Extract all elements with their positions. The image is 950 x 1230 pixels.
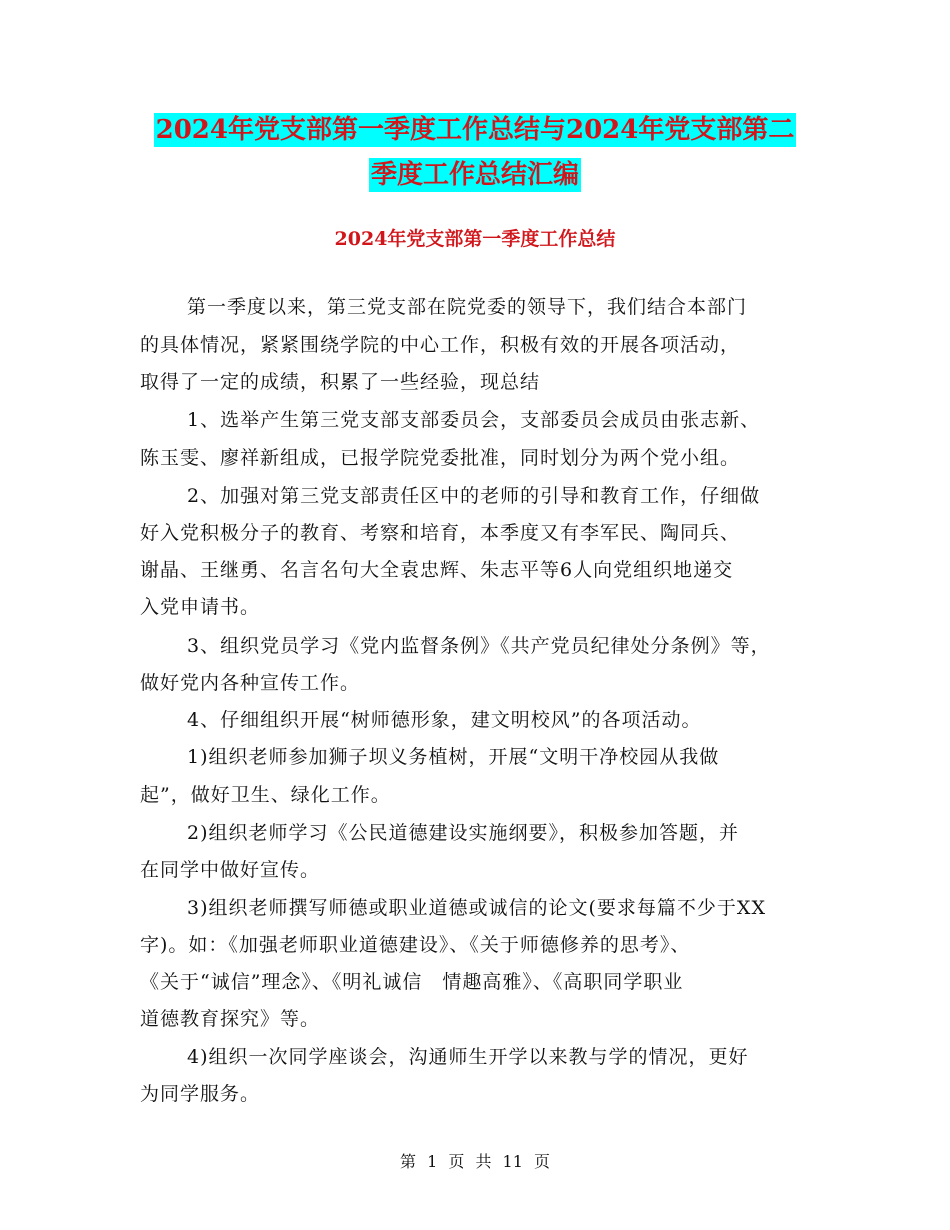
paragraph-line: 4、仔细组织开展“树师德形象，建文明校风”的各项活动。 (187, 709, 702, 731)
paragraph-line: 好入党积极分子的教育、考察和培育，本季度又有李军民、陶同兵、 (140, 522, 741, 544)
paragraph-line: 字)。如：《加强老师职业道德建设》、《关于师德修养的思考》、 (140, 934, 691, 956)
paragraph-line: 2)组织老师学习《公民道德建设实施纲要》，积极参加答题，并 (187, 822, 740, 844)
paragraph-line: 道德教育探究》等。 (140, 1008, 321, 1030)
paragraph-line: 起”，做好卫生、绿化工作。 (140, 784, 391, 806)
document-title-line-2 (0, 150, 950, 200)
paragraph-line: 谢晶、王继勇、名言名句大全袁忠辉、朱志平等6人向党组织地递交 (140, 559, 734, 581)
paragraph-line: 3、组织党员学习《党内监督条例》《共产党员纪律处分条例》等， (187, 635, 771, 657)
paragraph-line: 1)组织老师参加狮子坝义务植树，开展“文明干净校园从我做 (187, 746, 720, 768)
paragraph-line: 《关于“诚信”理念》、《明礼诚信 情趣高雅》、《高职同学职业 (140, 971, 684, 993)
paragraph-line: 在同学中做好宣传。 (140, 859, 321, 881)
title-highlight: 2024年党支部第一季度工作总结与2024年党支部第二 (155, 115, 795, 145)
paragraph-line: 2、加强对第三党支部责任区中的老师的引导和教育工作，仔细做 (187, 485, 761, 507)
page-number: 第 1 页 共 11 页 (400, 1152, 550, 1171)
paragraph-line: 4)组织一次同学座谈会，沟通师生开学以来教与学的情况，更好 (187, 1046, 749, 1068)
paragraph-line: 1、选举产生第三党支部支部委员会，支部委员会成员由张志新、 (187, 409, 761, 431)
paragraph-line: 入党申请书。 (140, 596, 261, 618)
title-highlight: 季度工作总结汇编 (370, 160, 579, 190)
paragraph-line: 为同学服务。 (140, 1083, 261, 1105)
paragraph-line: 陈玉雯、廖祥新组成，已报学院党委批准，同时划分为两个党小组。 (140, 447, 741, 469)
paragraph-line: 做好党内各种宣传工作。 (140, 672, 361, 694)
section-heading: 2024年党支部第一季度工作总结 (334, 228, 616, 250)
paragraph-line: 第一季度以来，第三党支部在院党委的领导下，我们结合本部门 (187, 296, 748, 318)
paragraph-line: 3)组织老师撰写师德或职业道德或诚信的论文(要求每篇不少于XX (187, 897, 766, 919)
paragraph-line: 的具体情况，紧紧围绕学院的中心工作，积极有效的开展各项活动， (140, 334, 741, 356)
document-title-line-1 (0, 105, 950, 155)
paragraph-line: 取得了一定的成绩，积累了一些经验，现总结 (140, 371, 541, 393)
